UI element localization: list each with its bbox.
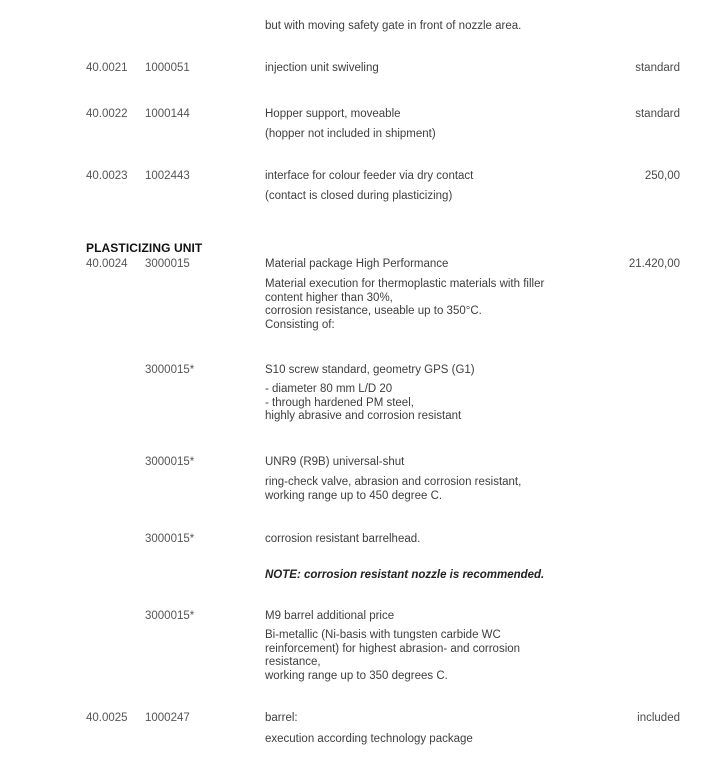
position-number: 40.0021: [86, 62, 128, 74]
continuation-text: but with moving safety gate in front of nozzle area.: [265, 20, 522, 32]
article-number: 3000015*: [145, 533, 195, 545]
item-price: 250,00: [644, 170, 680, 182]
item-description: Hopper support, moveable: [265, 108, 401, 120]
article-number: 1000051: [145, 62, 190, 74]
position-number: 40.0023: [86, 170, 128, 182]
item-description: barrel:: [265, 712, 298, 724]
article-number: 1000247: [145, 712, 190, 724]
article-number: 1000144: [145, 108, 190, 120]
item-detail: Bi-metallic (Ni-basis with tungsten carbide WC reinforcement) for highest abrasion- and corrosion resistance, working range up to 350 degrees C.: [265, 629, 521, 682]
position-number: 40.0022: [86, 108, 128, 120]
item-price: included: [637, 712, 680, 724]
item-subtext: execution according technology package: [265, 733, 473, 745]
item-description: Material package High Performance: [265, 258, 449, 270]
section-heading: PLASTICIZING UNIT: [86, 241, 203, 255]
item-description: M9 barrel additional price: [265, 610, 395, 622]
position-number: 40.0024: [86, 258, 128, 270]
position-number: 40.0025: [86, 712, 128, 724]
item-subtext: (hopper not included in shipment): [265, 128, 436, 140]
item-description: S10 screw standard, geometry GPS (G1): [265, 364, 475, 376]
item-detail: - diameter 80 mm L/D 20 - through hardened PM steel, highly abrasive and corrosion resistant: [265, 383, 462, 422]
item-description: interface for colour feeder via dry contact: [265, 170, 474, 182]
article-number: 1002443: [145, 170, 190, 182]
article-number: 3000015*: [145, 456, 195, 468]
item-description: corrosion resistant barrelhead.: [265, 533, 421, 545]
item-description: UNR9 (R9B) universal-shut: [265, 456, 405, 468]
item-price: standard: [635, 62, 680, 74]
article-number: 3000015*: [145, 364, 195, 376]
item-price: standard: [635, 108, 680, 120]
item-detail: Material execution for thermoplastic materials with filler content higher than 30%, corrosion resistance, useable up to 350°C. Consisting of:: [265, 278, 545, 331]
article-number: 3000015*: [145, 610, 195, 622]
note-text: NOTE: corrosion resistant nozzle is recommended.: [265, 569, 545, 581]
item-price: 21.420,00: [628, 258, 680, 270]
item-detail: ring-check valve, abrasion and corrosion resistant, working range up to 450 degree C.: [265, 476, 522, 502]
item-description: injection unit swiveling: [265, 62, 379, 74]
item-subtext: (contact is closed during plasticizing): [265, 190, 453, 202]
article-number: 3000015: [145, 258, 190, 270]
